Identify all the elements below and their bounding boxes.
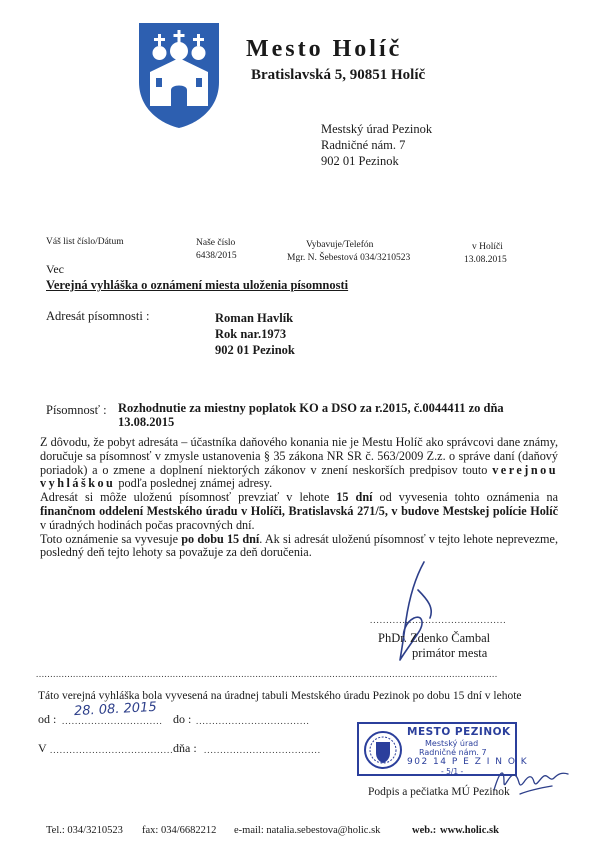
footer-fax: fax: 034/6682212 — [142, 825, 217, 836]
subject-title: Verejná vyhláška o oznámení miesta uloženia písomnosti — [46, 278, 349, 292]
footer-web-link[interactable]: www.holic.sk — [440, 825, 499, 836]
footer-web-label: web.: — [412, 825, 437, 836]
signatory-name: PhDr. Zdenko Čambal — [378, 631, 491, 645]
paragraph-2-location: finančnom oddelení Mestského úradu v Holíči, Bratislavská 271/5, v budove Mestskej polície Holíč — [40, 503, 558, 518]
place-field-line: ...................................... — [50, 745, 174, 755]
footer-phone: Tel.: 034/3210523 — [46, 825, 123, 836]
city-address: Bratislavská 5, 90851 Holíč — [251, 67, 426, 83]
stamp-office: Mestský úrad — [425, 739, 479, 748]
paragraph-2-mid: od vyvesenia tohto oznámenia na — [379, 490, 559, 505]
paragraph-2 — [40, 491, 558, 532]
subject-label: Vec — [46, 262, 64, 276]
footer-email: e-mail: natalia.sebestova@holic.sk — [234, 825, 381, 836]
stamp-emblem-icon — [363, 729, 403, 771]
place-date-value: 13.08.2015 — [464, 255, 507, 265]
paragraph-3 — [40, 533, 558, 561]
paragraph-3-duration: po dobu 15 dní — [181, 531, 260, 546]
our-number-value: 6438/2015 — [196, 251, 237, 261]
stamp-number: - 5/1 - — [441, 767, 464, 776]
handled-by-label: Vybavuje/Telefón — [306, 240, 374, 250]
paragraph-2-end: v úradných hodinách počas pracovných dní. — [40, 517, 255, 532]
to-label: do : — [173, 712, 192, 726]
paragraph-1-end: podľa poslednej známej adresy. — [118, 476, 273, 491]
our-number-label: Naše číslo — [196, 238, 236, 248]
paragraph-3-text: Toto oznámenie sa vyvesuje — [40, 531, 179, 546]
signature-line: .......................................... — [370, 615, 507, 625]
recipient-line-1: Mestský úrad Pezinok — [321, 122, 433, 136]
notice-body — [40, 436, 558, 560]
document-description: Rozhodnutie za miestny poplatok KO a DSO za r.2015, č.0044411 zo dňa 13.08.2015 — [118, 401, 504, 429]
posting-statement: Táto verejná vyhláška bola vyvesená na úradnej tabuli Mestského úradu Pezinok po dobu 15 dní v lehote — [38, 690, 522, 702]
stamp-street: Radničné nám. 7 — [419, 748, 487, 757]
stamp-postal: 902 14 P E Z I N O K — [407, 757, 529, 767]
place-date-label: v Holíči — [472, 242, 503, 252]
addressee-city: 902 01 Pezinok — [215, 343, 295, 357]
from-field-line: ............................... — [62, 716, 163, 726]
date-field-line: .................................... — [204, 745, 321, 755]
paragraph-1-emphasis: verejnou vyhláškou — [40, 462, 558, 491]
paragraph-1 — [40, 436, 558, 491]
handled-by-value: Mgr. N. Šebestová 034/3210523 — [287, 253, 411, 263]
document-label: Písomnosť : — [46, 403, 107, 417]
from-label: od : — [38, 712, 57, 726]
paragraph-2-text: Adresát si môže uloženú písomnosť prevziať v lehote — [40, 490, 330, 505]
recipient-line-3: 902 01 Pezinok — [321, 154, 399, 168]
to-field-line: ................................... — [196, 716, 310, 726]
date-label: dňa : — [173, 741, 197, 755]
addressee-label: Adresát písomnosti : — [46, 309, 150, 323]
recipient-line-2: Radničné nám. 7 — [321, 138, 406, 152]
city-title: Mesto Holíč — [246, 36, 403, 62]
signatory-title: primátor mesta — [412, 646, 488, 660]
city-coat-of-arms-icon — [136, 20, 222, 130]
paragraph-1-text: Z dôvodu, že pobyt adresáta – účastníka daňového konania nie je Mestu Holíč ako správcovi dane známy, doručuje sa písomnosť v zmysle ustanovenia § 35 zákona NR SR č. 563/2009 Z.z. o správe daní (daňový poriadok) a o zmene a doplnení niektorých zákonov v znení neskorších predpisov touto — [40, 435, 558, 477]
stamp-caption: Podpis a pečiatka MÚ Pezinok — [368, 786, 510, 798]
paragraph-2-deadline: 15 dní — [336, 490, 373, 505]
addressee-name: Roman Havlík — [215, 311, 294, 325]
separator-line: .................................................................................................................................................................. — [36, 669, 498, 679]
paragraph-3-end: . Ak si adresát uloženú písomnosť v tejto lehote neprevezme, posledný deň tejto lehoty sa považuje za deň doručenia. — [40, 531, 558, 560]
your-letter-label: Váš list číslo/Dátum — [46, 237, 124, 247]
addressee-birth-year: Rok nar.1973 — [215, 327, 287, 341]
stamp-title: MESTO PEZINOK — [407, 726, 511, 738]
place-label: V — [38, 741, 47, 755]
from-date-handwritten: 28. 08. 2015 — [73, 699, 158, 720]
